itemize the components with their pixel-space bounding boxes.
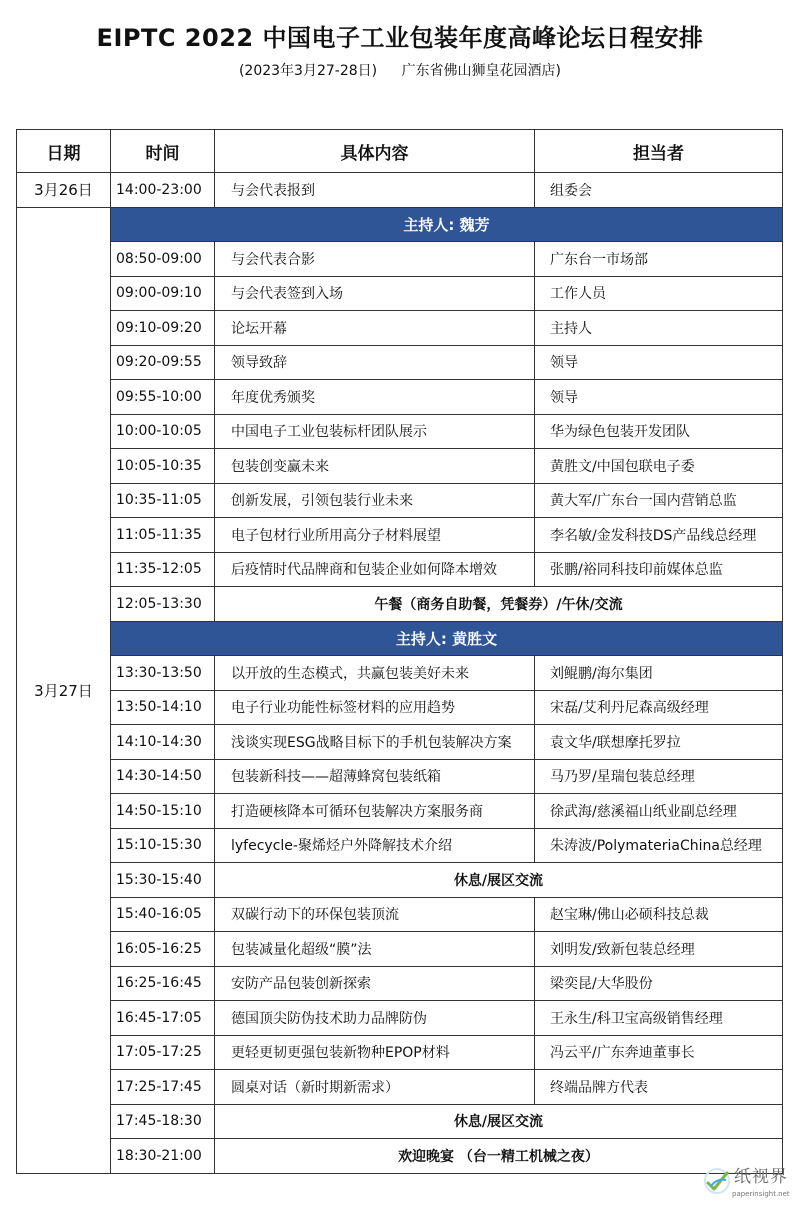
table-row: [17, 1070, 783, 1105]
owner-cell: 刘鲲鹏/海尔集团: [535, 656, 783, 691]
table-row: [17, 863, 783, 898]
time-cell: 10:00-10:05: [111, 414, 215, 449]
table-row: [17, 380, 783, 415]
content-cell: 与会代表报到: [215, 173, 535, 208]
event-dates: (2023年3月27-28日): [238, 63, 378, 79]
time-cell: 13:30-13:50: [111, 656, 215, 691]
host-label: 主持人: 黄胜文: [111, 621, 783, 656]
time-cell: 17:25-17:45: [111, 1070, 215, 1105]
table-row: [17, 242, 783, 277]
table-row: [17, 828, 783, 863]
date-cell: 3月27日: [17, 207, 111, 1173]
content-cell: 电子行业功能性标签材料的应用趋势: [215, 690, 535, 725]
watermark: [702, 1160, 798, 1204]
content-cell: 打造硬核降本可循环包装解决方案服务商: [215, 794, 535, 829]
owner-cell: 梁奕昆/大华股份: [535, 966, 783, 1001]
owner-cell: 华为绿色包装开发团队: [535, 414, 783, 449]
owner-cell: 宋磊/艾利丹尼森高级经理: [535, 690, 783, 725]
content-cell: 后疫情时代品牌商和包装企业如何降本增效: [215, 552, 535, 587]
time-cell: 15:10-15:30: [111, 828, 215, 863]
content-cell: 与会代表签到入场: [215, 276, 535, 311]
table-row: [17, 276, 783, 311]
date-cell: 3月26日: [17, 173, 111, 208]
content-cell: lyfecycle-聚烯烃户外降解技术介绍: [215, 828, 535, 863]
time-cell: 14:50-15:10: [111, 794, 215, 829]
time-cell: 09:00-09:10: [111, 276, 215, 311]
table-row: [17, 518, 783, 553]
time-cell: 14:00-23:00: [111, 173, 215, 208]
table-row: [17, 552, 783, 587]
table-row: [17, 1139, 783, 1174]
content-cell: 以开放的生态模式，共赢包装美好未来: [215, 656, 535, 691]
content-cell: 包装减量化超级“膜”法: [215, 932, 535, 967]
owner-cell: 工作人员: [535, 276, 783, 311]
table-row: [17, 759, 783, 794]
owner-cell: 徐武海/慈溪福山纸业副总经理: [535, 794, 783, 829]
time-cell: 17:05-17:25: [111, 1035, 215, 1070]
time-cell: 16:45-17:05: [111, 1001, 215, 1036]
owner-cell: 主持人: [535, 311, 783, 346]
table-row: [17, 311, 783, 346]
content-cell: 包装新科技——超薄蜂窝包装纸箱: [215, 759, 535, 794]
table-row: [17, 1035, 783, 1070]
time-cell: 12:05-13:30: [111, 587, 215, 622]
time-cell: 09:20-09:55: [111, 345, 215, 380]
content-cell: 双碳行动下的环保包装顶流: [215, 897, 535, 932]
table-row: [17, 1001, 783, 1036]
schedule-table: [16, 129, 783, 1174]
owner-cell: 刘明发/致新包装总经理: [535, 932, 783, 967]
content-cell: 与会代表合影: [215, 242, 535, 277]
content-cell: 安防产品包装创新探索: [215, 966, 535, 1001]
watermark-text: 纸视界: [734, 1167, 788, 1187]
table-row: [17, 483, 783, 518]
time-cell: 16:25-16:45: [111, 966, 215, 1001]
table-row: [17, 173, 783, 208]
table-row: [17, 656, 783, 691]
time-cell: 18:30-21:00: [111, 1139, 215, 1174]
owner-cell: 王永生/科卫宝高级销售经理: [535, 1001, 783, 1036]
table-header-row: [17, 130, 783, 173]
owner-cell: 黄大军/广东台一国内营销总监: [535, 483, 783, 518]
header-time: 时间: [111, 130, 215, 173]
host-row: [17, 207, 783, 242]
table-row: [17, 794, 783, 829]
owner-cell: 朱涛波/PolymateriaChina总经理: [535, 828, 783, 863]
time-cell: 09:10-09:20: [111, 311, 215, 346]
time-cell: 14:30-14:50: [111, 759, 215, 794]
content-cell: 电子包材行业所用高分子材料展望: [215, 518, 535, 553]
table-row: [17, 414, 783, 449]
merged-text-cell: 休息/展区交流: [215, 863, 783, 898]
host-label: 主持人: 魏芳: [111, 207, 783, 242]
table-row: [17, 1104, 783, 1139]
watermark-logo-icon: [702, 1166, 732, 1196]
time-cell: 15:30-15:40: [111, 863, 215, 898]
time-cell: 11:05-11:35: [111, 518, 215, 553]
time-cell: 14:10-14:30: [111, 725, 215, 760]
content-cell: 论坛开幕: [215, 311, 535, 346]
time-cell: 11:35-12:05: [111, 552, 215, 587]
owner-cell: 终端品牌方代表: [535, 1070, 783, 1105]
table-row: [17, 690, 783, 725]
merged-text-cell: 午餐（商务自助餐，凭餐券）/午休/交流: [215, 587, 783, 622]
content-cell: 德国顶尖防伪技术助力品牌防伪: [215, 1001, 535, 1036]
time-cell: 16:05-16:25: [111, 932, 215, 967]
watermark-url: paperinsight.net: [732, 1190, 790, 1198]
table-row: [17, 725, 783, 760]
table-row: [17, 449, 783, 484]
time-cell: 10:35-11:05: [111, 483, 215, 518]
time-cell: 17:45-18:30: [111, 1104, 215, 1139]
owner-cell: 冯云平/广东奔迪董事长: [535, 1035, 783, 1070]
owner-cell: 马乃罗/星瑞包装总经理: [535, 759, 783, 794]
content-cell: 浅谈实现ESG战略目标下的手机包装解决方案: [215, 725, 535, 760]
time-cell: 08:50-09:00: [111, 242, 215, 277]
content-cell: 年度优秀颁奖: [215, 380, 535, 415]
merged-text-cell: 休息/展区交流: [215, 1104, 783, 1139]
time-cell: 13:50-14:10: [111, 690, 215, 725]
page-subtitle: [0, 60, 800, 80]
owner-cell: 黄胜文/中国包联电子委: [535, 449, 783, 484]
owner-cell: 张鹏/裕同科技印前媒体总监: [535, 552, 783, 587]
content-cell: 圆桌对话（新时期新需求）: [215, 1070, 535, 1105]
table-row: [17, 587, 783, 622]
owner-cell: 领导: [535, 345, 783, 380]
time-cell: 10:05-10:35: [111, 449, 215, 484]
time-cell: 09:55-10:00: [111, 380, 215, 415]
content-cell: 中国电子工业包装标杆团队展示: [215, 414, 535, 449]
table-row: [17, 932, 783, 967]
host-row: [17, 621, 783, 656]
table-row: [17, 345, 783, 380]
owner-cell: 领导: [535, 380, 783, 415]
time-cell: 15:40-16:05: [111, 897, 215, 932]
merged-text-cell: 欢迎晚宴 （台一精工机械之夜）: [215, 1139, 783, 1174]
owner-cell: 李名敏/金发科技DS产品线总经理: [535, 518, 783, 553]
header-content: 具体内容: [215, 130, 535, 173]
content-cell: 更轻更韧更强包装新物种EPOP材料: [215, 1035, 535, 1070]
header-date: 日期: [17, 130, 111, 173]
owner-cell: 袁文华/联想摩托罗拉: [535, 725, 783, 760]
header-owner: 担当者: [535, 130, 783, 173]
content-cell: 领导致辞: [215, 345, 535, 380]
content-cell: 创新发展，引领包装行业未来: [215, 483, 535, 518]
table-row: [17, 897, 783, 932]
event-venue: 广东省佛山狮皇花园酒店): [401, 63, 562, 79]
content-cell: 包装创变赢未来: [215, 449, 535, 484]
owner-cell: 组委会: [535, 173, 783, 208]
owner-cell: 赵宝琳/佛山必硕科技总裁: [535, 897, 783, 932]
table-row: [17, 966, 783, 1001]
owner-cell: 广东台一市场部: [535, 242, 783, 277]
page-title: EIPTC 2022 中国电子工业包装年度高峰论坛日程安排: [96, 24, 704, 52]
